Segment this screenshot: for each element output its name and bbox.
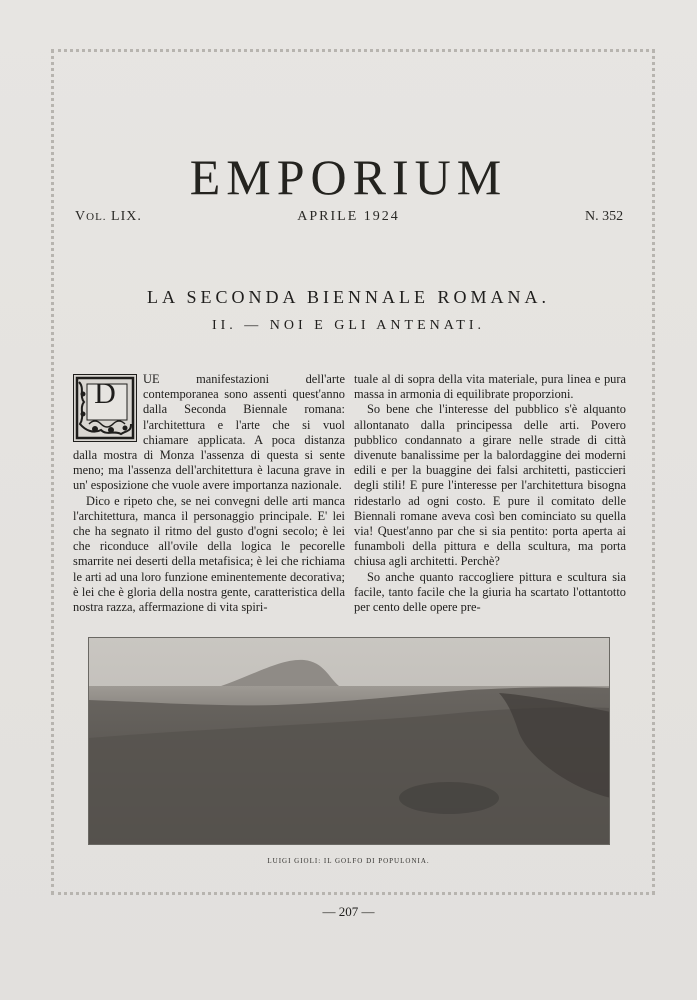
paragraph: So anche quanto raccogliere pittura e scultura sia facile, tanto facile che la giuria ha scartato l'ottantotto per cento delle opere pre- (354, 569, 626, 615)
paragraph: UE manifestazioni dell'arte contemporanea sono assenti quest'anno dalla Seconda Biennale romana: l'architettura e l'arte che si vuol chiamare applicata. A poca distanza dalla mostra di Monza l'assenza di questa si sente meno; ma l'assenza dell'architettura è lacuna grave in un' esposizione che vuole avere importanza nazionale. (73, 372, 345, 493)
paragraph: Dico e ripeto che, se nei convegni delle arti manca l'architettura, manca il personaggio principale. E' lei che ha segnato il ritmo del gusto d'ogni secolo; è lei che riconduce all'ovile della logica le pecorelle smarrite nei deserti della metafisica; è lei che richiama le arti ad una loro funzione eminentemente decorativa; è lei che è gloria della nostra gente, caratteristica della nostra razza, affermazione di vita spiri- (73, 493, 345, 615)
article-title: LA SECONDA BIENNALE ROMANA. (146, 287, 550, 307)
volume-label: VOL. LIX. (75, 209, 142, 224)
text-column-left (73, 372, 345, 615)
magazine-masthead: EMPORIUM (189, 149, 508, 205)
figure-caption: LUIGI GIOLI: IL GOLFO DI POPULONIA. (267, 857, 430, 865)
ornamental-dropcap (73, 374, 137, 442)
text-column-right (354, 372, 626, 615)
paragraph: tuale al di sopra della vita materiale, pura linea e pura massa in armonia di equilibrate proporzioni. (354, 372, 626, 402)
page-number: — 207 — (322, 904, 375, 919)
article-subtitle: II. — NOI E GLI ANTENATI. (211, 318, 486, 333)
issue-number: N. 352 (585, 209, 624, 224)
paragraph: So bene che l'interesse del pubblico s'è alquanto allontanato dalla principessa delle arti. Povero pubblico condannato a girare nelle strade di città divenute banalissime per la balordaggine dei moderni edili e per la buaggine dei falsi architetti, pasticcieri degli stili! E pure l'interesse per l'architettura bisogna ridestarlo ad ogni costo. E pure il comitato delle Biennali romane aveva così ben cominciato su quella via! Quest'anno par che si sia pentito: porta aperta ai funamboli della pittura e della scultura, ma porta chiusa agli architetti. Perchè? (354, 402, 626, 569)
issue-date: APRILE 1924 (297, 209, 400, 224)
landscape-painting-image (88, 637, 610, 845)
dropcap-letter: D (94, 377, 116, 410)
